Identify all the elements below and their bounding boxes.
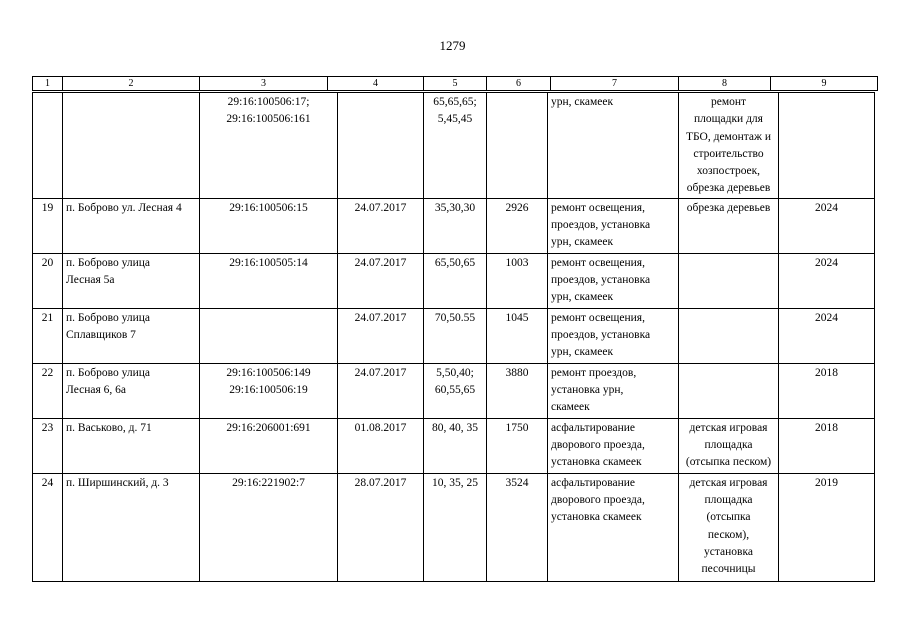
table-row [33,253,875,308]
additional-works-cell [679,473,779,581]
sizes-cell-line: 5,50,40; [436,366,474,379]
cadastral-number-cell [200,363,338,418]
additional-works-cell-line: хозпострoек, [696,165,761,178]
area-cell: 1045 [487,308,548,363]
cadastral-number-cell [200,253,338,308]
cadastral-number-cell-line: 29:16:100506:149 [226,366,311,379]
additional-works-cell-line: площадка [704,494,753,507]
works-cell-line: асфальтирование [551,476,636,489]
date-cell: 24.07.2017 [338,363,424,418]
additional-works-cell [679,198,779,253]
works-cell-line: установка скамеек [551,456,642,469]
works-cell-line: ремонт освещения, [551,201,645,214]
works-cell [548,308,679,363]
works-cell-line: урн, скамеек [551,346,614,359]
year-cell: 2018 [779,363,875,418]
cadastral-number-cell [200,198,338,253]
address-cell-line: п. Боброво улица [66,256,150,269]
works-cell-line: урн, скамеек [551,236,614,249]
address-cell [63,473,200,581]
sizes-cell [424,93,487,199]
date-cell [338,93,424,199]
additional-works-cell-line: детская игровая [689,476,768,489]
additional-works-cell-line: установка [704,545,753,558]
year-cell: 2018 [779,418,875,473]
cadastral-number-cell-line: 29:16:100506:15 [229,201,308,214]
column-number-5: 5 [424,77,487,91]
works-cell-line: урн, скамеек [551,291,614,304]
data-table [32,92,875,582]
sizes-cell-line: 70,50.55 [434,311,476,324]
year-cell [779,93,875,199]
table-row [33,418,875,473]
sizes-cell [424,198,487,253]
sizes-cell [424,308,487,363]
cadastral-number-cell-line: 29:16:100506:19 [229,384,308,397]
works-cell-line: ремонт освещения, [551,256,645,269]
works-cell [548,93,679,199]
works-cell-line: дворового проезда, [551,439,645,452]
cadastral-number-cell-line: 29:16:100505:14 [229,256,308,269]
sizes-cell-line: 65,65,65; [433,96,477,108]
works-cell-line: скамеек [551,401,590,414]
works-cell-line: установка урн, [551,384,624,397]
row-number [33,93,63,199]
sizes-cell-line: 5,45,45 [437,113,473,126]
row-number: 21 [33,308,63,363]
column-number-1: 1 [33,77,63,91]
row-number: 19 [33,198,63,253]
address-cell [63,198,200,253]
row-number: 20 [33,253,63,308]
year-cell: 2024 [779,198,875,253]
address-cell-line: Лесная 6, 6а [66,384,126,397]
address-cell [63,418,200,473]
column-number-4: 4 [328,77,424,91]
additional-works-cell-line: ТБО, демонтаж и [686,130,771,143]
date-cell: 24.07.2017 [338,198,424,253]
date-cell: 24.07.2017 [338,308,424,363]
additional-works-cell [679,253,779,308]
cadastral-number-cell-line: 29:16:206001:691 [226,421,311,434]
page-number: 1279 [439,38,466,53]
area-cell: 3524 [487,473,548,581]
address-cell-line: п. Васьково, д. 71 [66,421,152,434]
column-number-6: 6 [487,77,551,91]
area-cell: 3880 [487,363,548,418]
works-cell [548,418,679,473]
works-cell-line: урн, скамеек [551,96,614,108]
works-cell-line: асфальтирование [551,421,636,434]
cadastral-number-cell-line: 29:16:100506:17; [227,96,310,108]
row-number: 22 [33,363,63,418]
works-cell [548,198,679,253]
address-cell-line: Лесная 5а [66,274,115,287]
additional-works-cell-line: ремонт [710,96,747,108]
table-row [33,198,875,253]
address-cell [63,253,200,308]
address-cell-line: Сплавщиков 7 [66,329,136,342]
date-cell: 01.08.2017 [338,418,424,473]
additional-works-cell-line: обрезка деревьев [686,201,771,214]
address-cell [63,93,200,199]
area-cell: 1003 [487,253,548,308]
additional-works-cell-line: обрезка деревьев [686,182,771,195]
address-cell [63,363,200,418]
year-cell: 2019 [779,473,875,581]
works-cell-line: дворового проезда, [551,494,645,507]
year-cell: 2024 [779,253,875,308]
table-row [33,363,875,418]
works-cell [548,363,679,418]
sizes-cell [424,363,487,418]
additional-works-cell-line: (отсыпка [706,511,751,524]
area-cell [487,93,548,199]
additional-works-cell [679,363,779,418]
table-row [33,308,875,363]
address-cell-line: п. Боброво ул. Лесная 4 [66,201,182,214]
date-cell: 28.07.2017 [338,473,424,581]
sizes-cell-line: 65,50,65 [434,256,476,269]
additional-works-cell-line: песком), [707,528,750,541]
sizes-cell [424,253,487,308]
column-number-8: 8 [679,77,771,91]
additional-works-cell [679,418,779,473]
works-cell-line: проездов, установка [551,274,651,287]
additional-works-cell-line: детская игровая [689,421,768,434]
works-cell-line: ремонт освещения, [551,311,645,324]
address-cell-line: п. Ширшинский, д. 3 [66,476,169,489]
year-cell: 2024 [779,308,875,363]
column-number-header [32,76,878,91]
cadastral-number-cell [200,473,338,581]
additional-works-cell [679,308,779,363]
sizes-cell [424,418,487,473]
area-cell: 1750 [487,418,548,473]
address-cell [63,308,200,363]
additional-works-cell-line: (отсыпка песком) [685,456,772,469]
works-cell-line: ремонт проездов, [551,366,637,379]
column-number-7: 7 [551,77,679,91]
additional-works-cell [679,93,779,199]
works-cell [548,473,679,581]
sizes-cell-line: 60,55,65 [434,384,476,397]
address-cell-line: п. Боброво улица [66,366,150,379]
sizes-cell-line: 35,30,30 [434,201,476,214]
sizes-cell [424,473,487,581]
cadastral-number-cell [200,308,338,363]
cadastral-number-cell-line: 29:16:100506:161 [226,113,311,126]
sizes-cell-line: 10, 35, 25 [432,476,478,489]
date-cell: 24.07.2017 [338,253,424,308]
additional-works-cell-line: песочницы [701,563,756,576]
column-number-2: 2 [63,77,200,91]
column-number-9: 9 [771,77,878,91]
additional-works-cell-line: площадка [704,439,753,452]
address-cell-line: п. Боброво улица [66,311,150,324]
works-cell-line: проездов, установка [551,219,651,232]
area-cell: 2926 [487,198,548,253]
row-number: 24 [33,473,63,581]
works-cell-line: проездов, установка [551,329,651,342]
cadastral-number-cell [200,93,338,199]
additional-works-cell-line: строительство [693,147,764,160]
sizes-cell-line: 80, 40, 35 [432,421,478,434]
works-cell [548,253,679,308]
cadastral-number-cell-line: 29:16:221902:7 [232,476,305,489]
table-row [33,93,875,199]
column-number-3: 3 [200,77,328,91]
row-number: 23 [33,418,63,473]
works-cell-line: установка скамеек [551,511,642,524]
cadastral-number-cell [200,418,338,473]
table-row [33,473,875,581]
additional-works-cell-line: площадки для [694,113,763,126]
